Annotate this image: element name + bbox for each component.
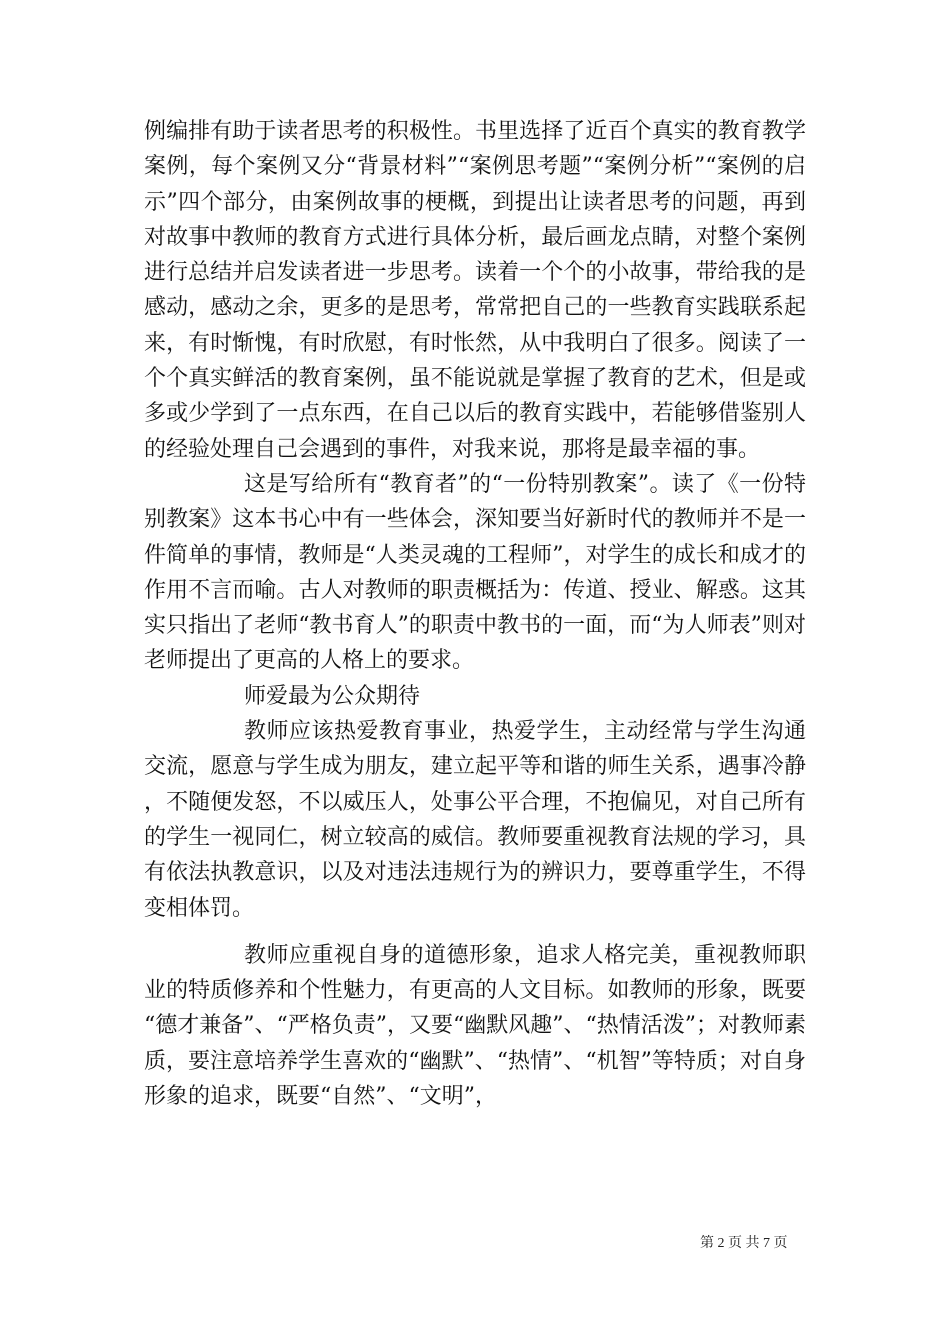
paragraph-case-reading: 例编排有助于读者思考的积极性。书里选择了近百个真实的教育教学案例，每个案例又分“背景材料”“案例思考题”“案例分析”“案例的启示”四个部分，由案例故事的梗概，到提出让读者思考的问题，再到对故事中教师的教育方式进行具体分析，最后画龙点睛，对整个案例进行总结并启发读者进一步思考。读着一个个的小故事，带给我的是感动，感动之余，更多的是思考，常常把自己的一些教育实践联系起来，有时惭愧，有时欣慰，有时怅然，从中我明白了很多。阅读了一个个真实鲜活的教育案例，虽不能说就是掌握了教育的艺术，但是或多或少学到了一点东西，在自己以后的教育实践中，若能够借鉴别人的经验处理自己会遇到的事件，对我来说，那将是最幸福的事。 (144, 119, 806, 462)
document-body (144, 114, 806, 1114)
paragraph-love-education: 教师应该热爱教育事业，热爱学生，主动经常与学生沟通交流，愿意与学生成为朋友，建立起平等和谐的师生关系，遇事冷静，不随便发怒，不以威压人，处事公平合理，不抱偏见，对自己所有的学生一视同仁，树立较高的威信。教师要重视教育法规的学习，具有依法执教意识，以及对违法违规行为的辨识力，要尊重学生，不得变相体罚。 (144, 719, 806, 921)
paragraph-moral-image: 教师应重视自身的道德形象，追求人格完美，重视教师职业的特质修养和个性魅力，有更高的人文目标。如教师的形象，既要“德才兼备”、“严格负责”，又要“幽默风趣”、“热情活泼”；对教师素质，要注意培养学生喜欢的“幽默”、“热情”、“机智”等特质；对自身形象的追求，既要“自然”、“文明”， (144, 942, 806, 1110)
paragraph-special-lesson-plan: 这是写给所有“教育者”的“一份特别教案”。读了《一份特别教案》这本书心中有一些体会，深知要当好新时代的教师并不是一件简单的事情，教师是“人类灵魂的工程师”，对学生的成长和成才的作用不言而喻。古人对教师的职责概括为：传道、授业、解惑。这其实只指出了老师“教书育人”的职责中教书的一面，而“为人师表”则对老师提出了更高的人格上的要求。 (144, 471, 806, 674)
section-heading-teacher-love: 师爱最为公众期待 (244, 683, 421, 709)
page-number-footer: 第 2 页 共 7 页 (700, 1236, 788, 1251)
